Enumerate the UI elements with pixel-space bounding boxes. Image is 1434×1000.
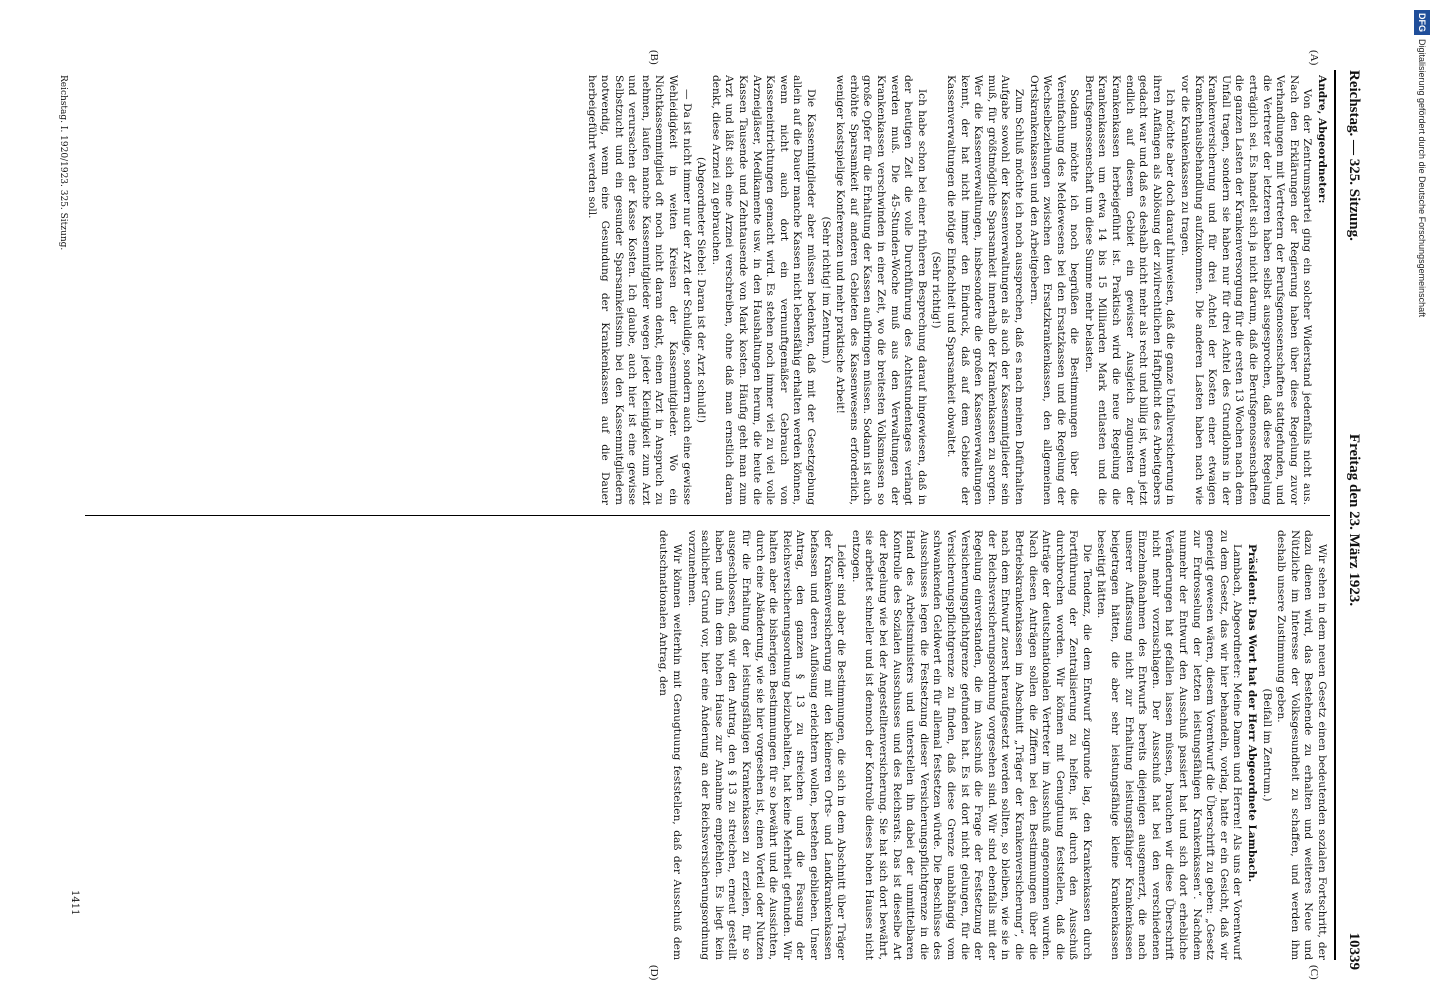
applause-note: (Sehr richtig! im Zentrum.) — [819, 216, 832, 364]
bottom-page-number: 1411 — [69, 890, 80, 916]
interjection: (Abgeordneter Siebel: Daran ist der Arzt schuld!) — [695, 157, 708, 423]
paragraph: — Da ist nicht immer nur der Arzt der Schuldige, sondern auch eine gewisse Wehleidigkeit in weiten Kreisen der Kassenmitglieder. Wo ein Nichtkassenmitglied oft noch nicht daran denkt, einen Arzt in Anspruch zu nehmen, laufen manche Kassenmitglieder wegen jeder Kleinigkeit zum Arzt und verursachen der Kasse Kosten. Ich glaube, auch hier ist eine gewisse Selbstzucht und ein gesunder Sparsamkeitssinn bei den Kassenmitgliedern notwendig, wenn eine Gesundung der Krankenkassen auf die Dauer herbeigeführt werden soll. — [585, 75, 693, 505]
paragraph: Von der Zentrumspartei ging ein solcher Widerstand jedenfalls nicht aus. Nach den Erklärungen der Regierung haben über diese Regelung zuvor Verhandlungen mit Vertretern der Berufsgenossenschaften stattgefunden, und die Vertreter der letzteren haben selbst ausgesprochen, daß diese Regelung erträglich sei. Es handelt sich ja nicht darum, daß die Berufsgenossenschaften die ganzen Lasten der Krankenversorgung für die ersten 13 Wochen nach dem Unfall tragen, sondern sie haben nur für drei Achtel des Grundlohns in der Krankenversicherung und für drei Achtel der Kosten einer etwaigen Krankenhausbehandlung aufzukommen. Die anderen Lasten haben nach wie vor die Krankenkassen zu tragen. — [1179, 75, 1314, 505]
dfg-credit-text: Digitalisierung gefördert durch die Deutsche Forschungsgemeinschaft — [1417, 39, 1427, 318]
page-footer: Reichstag. I. 1920/1923. 325. Sitzung. — [58, 75, 68, 251]
margin-marker-a: (A) — [1308, 50, 1320, 66]
paragraph: Leider sind aber die Bestimmungen, die sich in dem Abschnitt über Träger der Krankenversicherung mit den kleineren Orts- und Landkrankenkassen befassen und deren Auflösung erleichtern wollen, bestehen geblieben. Unser Antrag, den ganzen § 13 zu streichen und die Fassung der Reichsversicherungsordnung beizubehalten, hat keine Mehrheit gefunden. Wir halten aber die bisherigen Bestimmungen für so bewährt und die Aussichten, durch eine Abänderung, wie sie hier vorgesehen ist, einen Vorteil oder Nutzen für die Erhaltung der leistungsfähigen Krankenkassen zu erzielen, für so ausgeschlossen, daß wir den Antrag, den § 13 zu streichen, erneut gestellt haben und ihn dem hohen Hause zur Annahme empfehlen. Es liegt kein sachlicher Grund vor, hier eine Änderung an der Reichsversicherungsordnung vorzunehmen. — [685, 530, 848, 960]
header-rule — [1334, 70, 1336, 960]
paragraph: Wir können weiterhin mit Genugtuung feststellen, daß der Ausschuß dem deutschnationalen Antrag, den — [657, 530, 684, 960]
margin-marker-d: (D) — [648, 965, 660, 981]
right-column — [68, 530, 1328, 960]
left-column — [68, 75, 1328, 505]
applause-note: (Sehr richtig!) — [930, 251, 943, 329]
dfg-logo: DFG — [1414, 10, 1430, 35]
column-divider — [85, 515, 1330, 516]
paragraph: Zum Schluß möchte ich noch aussprechen, daß es nach meinen Dafürhalten Aufgabe sowohl der Kassenverwaltungen als auch der Kassenmitglieder sein muß, für größtmögliche Sparsamkeit innerhalb der Krankenkassen zu sorgen. Wer die Kassenverwaltungen, insbesondere die großen Kassenverwaltungen kennt, der hat nicht immer den Eindruck, daß auf dem Gebiete der Kassenverwaltungen die nötige Einfachheit und Sparsamkeit obwaltet. — [944, 75, 1025, 505]
paragraph: Wir sehen in dem neuen Gesetz einen bedeutenden sozialen Fortschritt, der dazu dienen wird, das Bestehende zu erhalten und weiteres Neue und Nützliche im Interesse der Volksgesundheit zu schaffen, und werden ihm deshalb unsere Zustimmung geben. — [1275, 530, 1328, 960]
applause-note: (Beifall im Zentrum.) — [1260, 688, 1273, 802]
paragraph: Die Tendenz, die dem Entwurf zugrunde lag, den Krankenkassen durch Fortführung der Zentralisierung zu helfen, ist durch den Ausschuß durchbrochen worden. Wir können mit Genugtuung feststellen, daß die Anträge der deutschnationalen Vertreter im Ausschuß angenommen wurden. Nach diesen Anträgen sollen die Ziffern bei den Bestimmungen über die Betriebskrankenkassen im Abschnitt „Träger der Krankenversicherung“, die nach dem Entwurf zuerst heraufgesetzt werden sollten, so bleiben, wie sie in der Reichsversicherungsordnung vorgesehen sind. Wir sind ebenfalls mit der Regelung einverstanden, die im Ausschuß die Frage der Festsetzung der Versicherungspflichtgrenze gefunden hat. Es ist dort nicht gelungen, für die Versicherungspflichtgrenze zu finden, daß diese Grenze unabhängig vom schwankenden Geldwert ein für allemal festsetzen würde. Die Beschlüsse des Ausschusses legen die Festsetzung dieser Versicherungspflichtgrenze in die Hand des Arbeitsministers und unterstellen ihn dabei der unmittelbaren Kontrolle des Sozialen Ausschusses und des Reichsrats. Das ist dieselbe Art der Regelung wie bei der Angestelltenversicherung. Sie hat sich dort bewährt, sie arbeitet schneller und ist dennoch der Kontrolle dieses hohen Hauses nicht entzogen. — [849, 530, 1093, 960]
header-left: Reichstag. — 325. Sitzung. — [1346, 70, 1362, 241]
running-header — [1336, 70, 1362, 970]
paragraph: Die Kassenmitglieder aber müssen bedenken, daß mit der Gesetzgebung allein auf die Dauer manche Kassen nicht lebensfähig erhalten werden können, wenn nicht auch dort ein vernunftgemäßer Gebrauch von Kasseneintrichtungen gemacht wird. Es stehen noch immer viel zu viel volle Arzneigläser, Medikamente usw. in den Haushaltungen herum, die heute die Kassen Tausende und Zehntausende von Mark kosten. Häufig geht man zum Arzt und läßt sich eine Arznei verschreiben, ohne daß man ernstlich daran denkt, diese Arznei zu gebrauchen. — [709, 75, 818, 505]
rotated-page — [20, 10, 1380, 990]
margin-marker-c: (C) — [1308, 965, 1320, 980]
header-date: Freitag den 23. März 1923. — [1346, 433, 1362, 607]
president-line: Präsident: Das Wort hat der Herr Abgeordnete Lambach. — [1246, 544, 1259, 883]
margin-marker-b: (B) — [648, 50, 660, 65]
page-number: 10339 — [1346, 932, 1362, 970]
paragraph: Ich möchte aber doch darauf hinweisen, daß die ganze Unfallversicherung in ihren Anfängen als Ablösung der zivilrechtlichen Haftpflicht des Arbeitgebers gedacht war und daß es deshalb nicht mehr als recht und billig ist, wenn jetzt endlich auf diesem Gebiet ein gewisser Ausgleich zugunsten der Krankenkassen herbeigeführt ist. Praktisch wird die neue Regelung die Krankenkassen um etwa 14 bis 15 Milliarden Mark entlasten und die Berufsgenossenschaft um diese Summe mehr belasten. — [1082, 75, 1177, 505]
paragraph: Lambach, Abgeordneter: Meine Damen und Herren! Als uns der Vorentwurf zu dem Gesetz, das wir hier behandeln, vorlag, hatte er ein Gesicht, daß wir geneigt gewesen wären, diesem Vorentwurf die Überschrift zu geben: „Gesetz zur Erdrosselung der letzten leistungsfähigen Krankenkassen“. Nachdem nunmehr der Entwurf den Ausschuß passiert hat und sich dort erhebliche Veränderungen hat gefallen lassen müssen, brauchen wir diese Überschrift nicht mehr vorzuschlagen. Der Ausschuß hat bei den verschiedenen Einzelmaßnahmen des Entwurfs bereits diejenigen ausgemerzt, die nach unserer Auffassung nicht zur Erhaltung leistungsfähiger Krankenkassen beigetragen hätten, die aber sehr leistungsfähige kleine Krankenkassen beseitigt hätten. — [1095, 530, 1244, 960]
paragraph: Sodann möchte ich noch begrüßen die Bestimmungen über die Vereinfachung des Meldewesens bei den Ersatzkassen und die Regelung der Wechselbeziehungen zwischen den Ersatzkrankenkassen, den allgemeinen Ortskrankenkassen und den Arbeitgebern. — [1027, 75, 1081, 505]
dfg-credit — [1414, 10, 1430, 990]
speaker-head: Andre, Abgeordneter: — [1316, 75, 1328, 204]
paragraph: Ich habe schon bei einer früheren Besprechung darauf hingewiesen, daß in der heutigen Zeit die volle Durchführung des Achtstundentages verlangt werden muß. Die 45-Stunden-Woche muß aus den Verwaltungen der Krankenkassen verschwinden in einer Zeit, wo die breitesten Volksmassen so große Opfer für die Erhaltung der Kassen aufbringen müssen. Sodann ist auch erhöhte Sparsamkeit auf anderen Gebieten des Kassenwesens erforderlich, weniger kostspielige Konferenzen und mehr praktische Arbeit! — [834, 75, 928, 505]
